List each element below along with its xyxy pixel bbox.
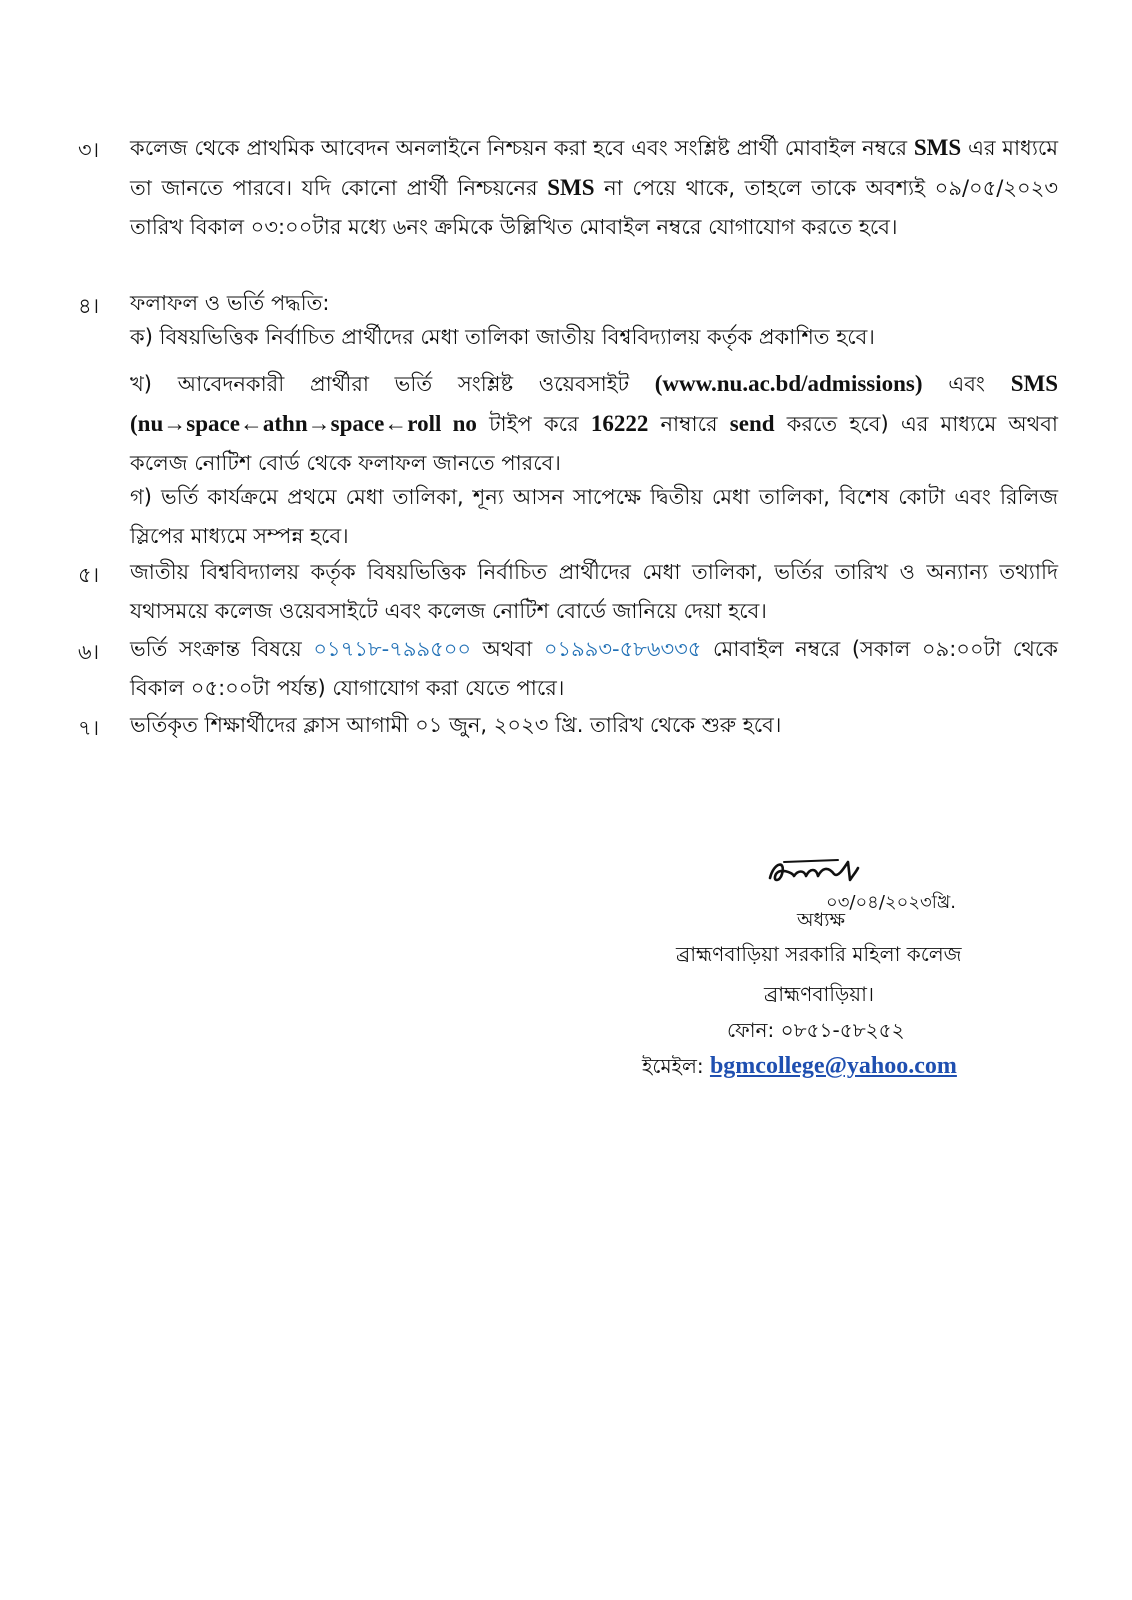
item-4-subpoint-c: গ) ভর্তি কার্যক্রমে প্রথমে মেধা তালিকা, শূন্য আসন সাপেক্ষে দ্বিতীয় মেধা তালিকা, বিশেষ কোটা এবং রিলিজ স্লিপের মাধ্যমে সম্পন্ন হবে। [130,485,1058,548]
email-link[interactable]: bgmcollege@yahoo.com [709,1053,957,1079]
item-number: ৭। [78,716,100,740]
signatory-title: অধ্যক্ষ [797,909,846,931]
email-label: ইমেইল: [642,1054,704,1078]
phone-number-1[interactable]: ০১৭১৮-৭৯৯৫০০ [313,637,472,661]
institution-name: ব্রাহ্মণবাড়িয়া সরকারি মহিলা কলেজ [676,942,962,966]
nu-website-link[interactable]: (www.nu.ac.bd/admissions) [654,371,923,396]
phone-number-2[interactable]: ০১৯৯৩-৫৮৬৩৩৫ [543,637,702,661]
item-number: ৪। [78,294,100,318]
item-4-subpoint-b: খ) আবেদনকারী প্রার্থীরা ভর্তি সংশ্লিষ্ট ওয়েবসাইট (www.nu.ac.bd/admissions) এবং SMS (nu→space←athn→space←roll no টাইপ করে 16222 নাম্বারে send করতে হবে) এর মাধ্যমে অথবা কলেজ নোটিশ বোর্ড থেকে ফলাফল জানতে পারবে। [130,371,1058,475]
item-number: ৩। [78,138,100,162]
item-number: ৬। [78,640,100,664]
item-text: কলেজ থেকে প্রাথমিক আবেদন অনলাইনে নিশ্চয়ন করা হবে এবং সংশ্লিষ্ট প্রার্থী মোবাইল নম্বরে SMS এর মাধ্যমে তা জানতে পারবে। যদি কোনো প্রার্থী নিশ্চয়নের SMS না পেয়ে থাকে, তাহলে তাকে অবশ্যই ০৯/০৫/২০২৩ তারিখ বিকাল ০৩:০০টার মধ্যে ৬নং ক্রমিকে উল্লিখিত মোবাইল নম্বরে যোগাযোগ করতে হবে। [130,135,1059,239]
institution-city: ব্রাহ্মণবাড়িয়া। [764,982,875,1006]
signature-image [764,852,860,892]
item-4-subpoint-a: ক) বিষয়ভিত্তিক নির্বাচিত প্রার্থীদের মেধা তালিকা জাতীয় বিশ্ববিদ্যালয় কর্তৃক প্রকাশিত হবে। [130,325,875,349]
contact-phone: ফোন: ০৮৫১-৫৮২৫২ [727,1018,905,1042]
item-text: ভর্তিকৃত শিক্ষার্থীদের ক্লাস আগামী ০১ জুন, ২০২৩ খ্রি. তারিখ থেকে শুরু হবে। [130,713,782,737]
contact-email [642,1052,957,1085]
item-text: ভর্তি সংক্রান্ত বিষয়ে ০১৭১৮-৭৯৯৫০০ অথবা ০১৯৯৩-৫৮৬৩৩৫ মোবাইল নম্বরে (সকাল ০৯:০০টা থেকে বিকাল ০৫:০০টা পর্যন্ত) যোগাযোগ করা যেতে পারে। [130,637,1058,700]
item-text: জাতীয় বিশ্ববিদ্যালয় কর্তৃক বিষয়ভিত্তিক নির্বাচিত প্রার্থীদের মেধা তালিকা, ভর্তির তারিখ ও অন্যান্য তথ্যাদি যথাসময়ে কলেজ ওয়েবসাইটে এবং কলেজ নোটিশ বোর্ডে জানিয়ে দেয়া হবে। [130,560,1058,623]
signature-date: ০৩/০৪/২০২৩খ্রি. [826,892,956,913]
item-number: ৫। [78,563,100,587]
item-heading: ফলাফল ও ভর্তি পদ্ধতি: [130,291,330,315]
